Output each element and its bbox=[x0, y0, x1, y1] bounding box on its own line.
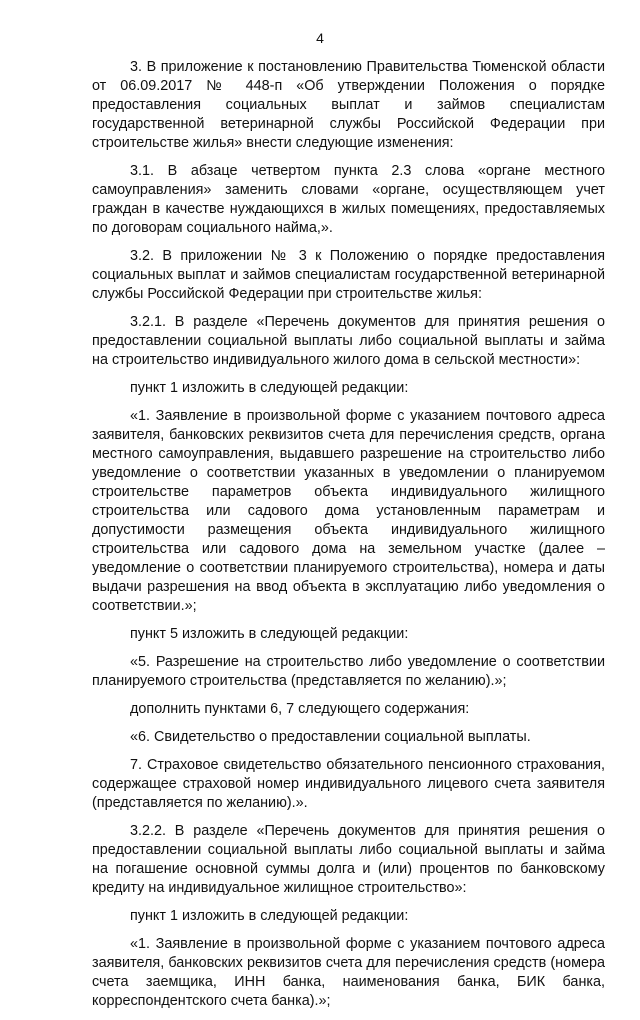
paragraph-quote-point-5: «5. Разрешение на строительство либо уведомление о соответствии планируемого строительства (представляется по желанию).»; bbox=[92, 654, 605, 689]
paragraph-item-3-2-1: 3.2.1. В разделе «Перечень документов для принятия решения о предоставлении социальной выплаты либо социальной выплаты и займа на строительство индивидуального жилого дома в сельской местности»: bbox=[92, 314, 605, 368]
paragraph-quote-point-1: «1. Заявление в произвольной форме с указанием почтового адреса заявителя, банковских реквизитов счета для перечисления средств, органа местного самоуправления, выдавшего разрешение на строительство либо уведомление о соответствии указанных в уведомлении о планируемом строительстве параметров объекта индивидуального жилищного строительства или садового дома установленным параметрам и допустимости размещения объекта индивидуального жилищного строительства или садового дома на земельном участке (далее – уведомление о соответствии планируемого строительства), номера и даты выдачи разрешения на ввод объекта в эксплуатацию либо уведомления о соответствии.»; bbox=[92, 408, 605, 614]
paragraph-item-3-2-2: 3.2.2. В разделе «Перечень документов для принятия решения о предоставлении социальной выплаты либо социальной выплаты и займа на погашение основной суммы долга и (или) процентов по банковскому кредиту на индивидуальное жилищное строительство»: bbox=[92, 823, 605, 896]
paragraph-instruction-points-6-7: дополнить пунктами 6, 7 следующего содержания: bbox=[130, 701, 470, 717]
paragraph-quote-point-6: «6. Свидетельство о предоставлении социальной выплаты. bbox=[130, 729, 531, 745]
paragraph-item-3: 3. В приложение к постановлению Правительства Тюменской области от 06.09.2017 № 448-п «Об утверждении Положения о порядке предоставления социальных выплат и займов специалистам государственной ветеринарной службы Российской Федерации при строительстве жилья» внести следующие изменения: bbox=[92, 59, 605, 151]
page-number: 4 bbox=[316, 30, 324, 46]
document-body bbox=[92, 58, 605, 1020]
paragraph-instruction-point-1-second: пункт 1 изложить в следующей редакции: bbox=[130, 908, 409, 924]
paragraph-quote-point-7: 7. Страховое свидетельство обязательного пенсионного страхования, содержащее страховой номер индивидуального лицевого счета заявителя (представляется по желанию).». bbox=[92, 757, 605, 811]
paragraph-quote-point-1-second: «1. Заявление в произвольной форме с указанием почтового адреса заявителя, банковских реквизитов счета для перечисления средств (номера счета заемщика, ИНН банка, наименования банка, БИК банка, корреспондентского счета банка).»; bbox=[92, 936, 605, 1009]
paragraph-item-3-2: 3.2. В приложении № 3 к Положению о порядке предоставления социальных выплат и займов специалистам государственной ветеринарной службы Российской Федерации при строительстве жилья: bbox=[92, 248, 605, 302]
paragraph-item-3-1: 3.1. В абзаце четвертом пункта 2.3 слова «органе местного самоуправления» заменить словами «органе, осуществляющем учет граждан в качестве нуждающихся в жилых помещениях, предоставляемых по договорам социального найма,». bbox=[92, 163, 605, 236]
paragraph-instruction-point-5: пункт 5 изложить в следующей редакции: bbox=[130, 626, 409, 642]
paragraph-instruction-point-1: пункт 1 изложить в следующей редакции: bbox=[130, 380, 409, 396]
